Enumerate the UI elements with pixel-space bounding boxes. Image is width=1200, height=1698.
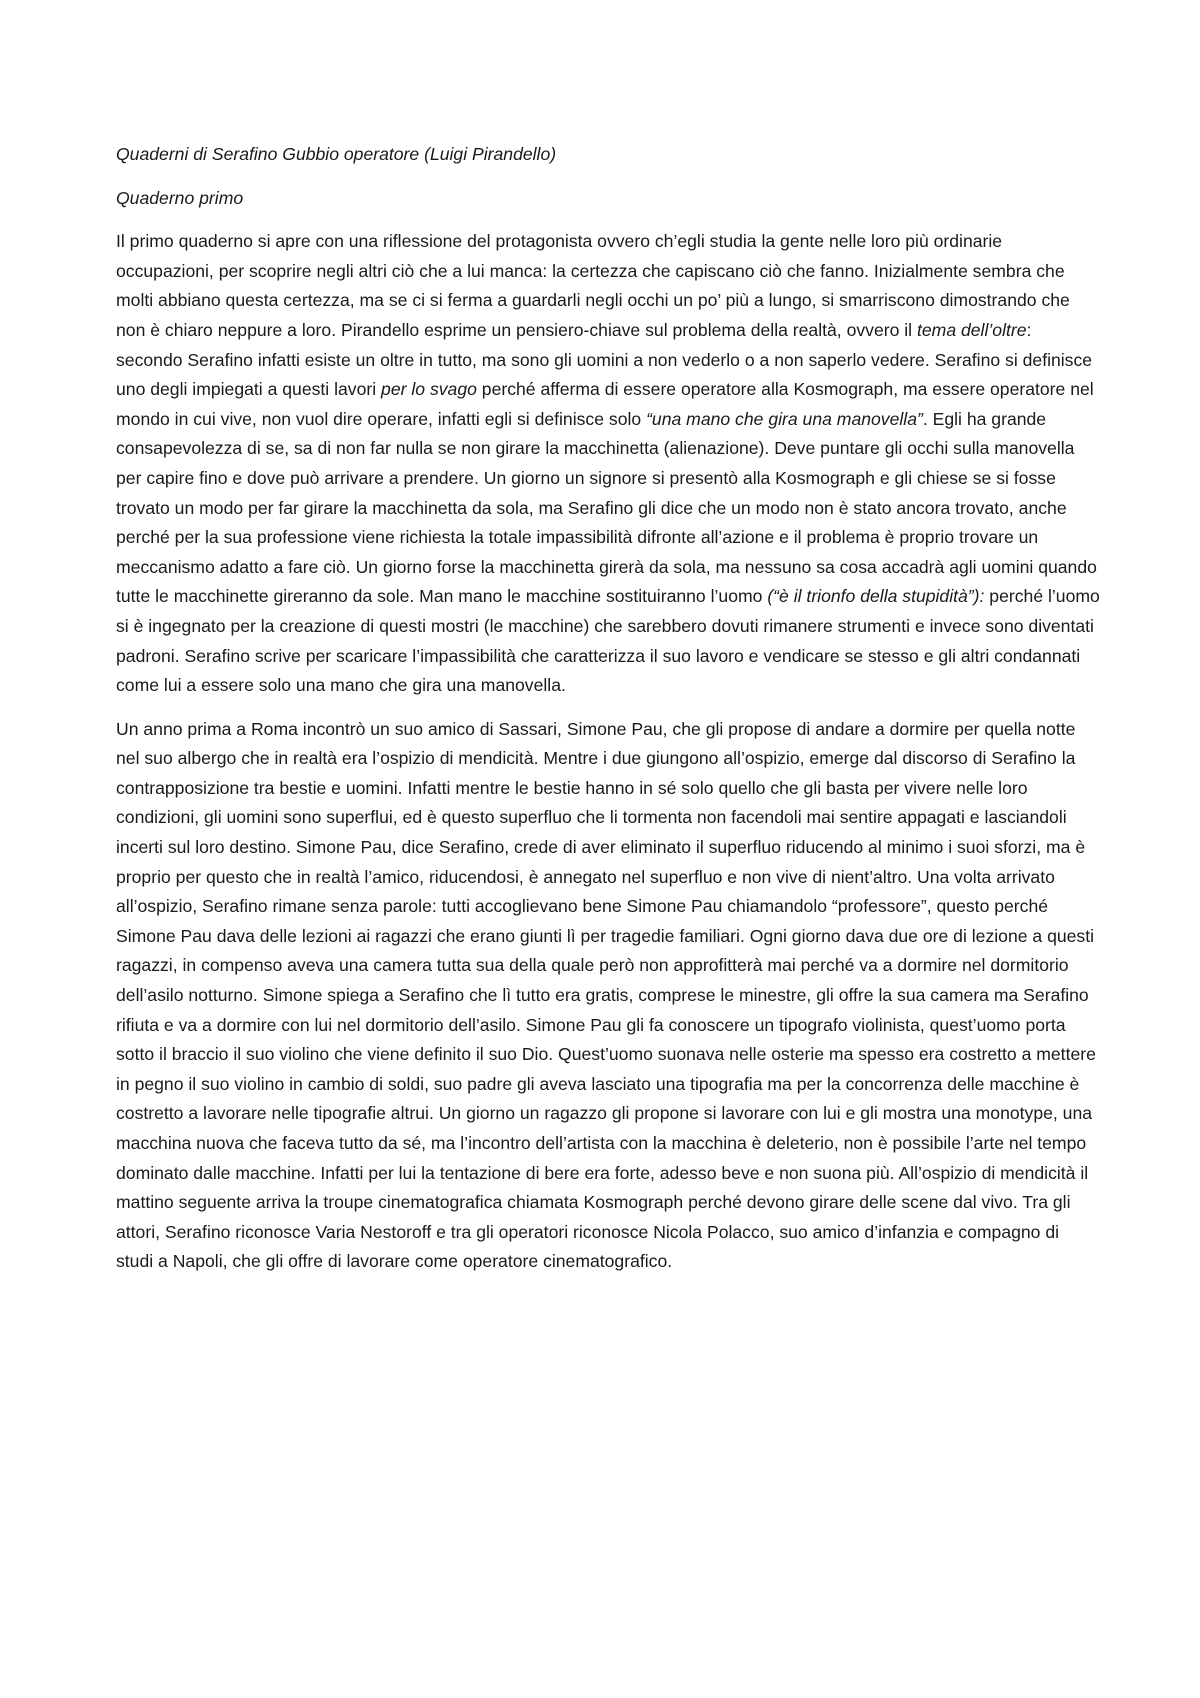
italic-text-run: (“è il trionfo della stupidità”): [767, 586, 985, 607]
text-run: perché l’uomo si è ingegnato per la creazione di questi mostri (le macchine) che sarebbero dovuti rimanere strumenti e invece sono diventati padroni. Serafino scrive per scaricare l’impassibilità che caratterizza il suo lavoro e vendicare se stesso e gli altri condannati come lui a essere solo una mano che gira una manovella. [116, 586, 1100, 696]
italic-text-run: “una mano che gira una manovella” [646, 408, 923, 429]
text-run: perché afferma di essere operatore alla Kosmograph, ma essere operatore nel mondo in cui vive, non vuol dire operare, infatti egli si definisce solo [116, 379, 1094, 429]
italic-text-run: tema dell’oltre [916, 319, 1027, 340]
document-body [116, 140, 1100, 1291]
section-heading: Quaderno primo [116, 187, 244, 208]
text-run: Un anno prima a Roma incontrò un suo amico di Sassari, Simone Pau, che gli propose di andare a dormire per quella notte nel suo albergo che in realtà era l’ospizio di mendicità. Mentre i due giungono all’ospizio, emerge dal discorso di Serafino la contrapposizione tra bestie e uomini. Infatti mentre le bestie hanno in sé solo quello che gli basta per vivere nelle loro condizioni, gli uomini sono superflui, ed è questo superfluo che li tormenta non facendoli mai sentire appagati e lasciandoli incerti sul loro destino. Simone Pau, dice Serafino, crede di aver eliminato il superfluo riducendo al minimo i suoi sforzi, ma è proprio per questo che in realtà l’amico, riducendosi, è annegato nel superfluo e non vive di nient’altro. Una volta arrivato all’ospizio, Serafino rimane senza parole: tutti accoglievano bene Simone Pau chiamandolo “professore”, questo perché Simone Pau dava delle lezioni ai ragazzi che erano giunti lì per tragedie familiari. Ogni giorno dava due ore di lezione a questi ragazzi, in compenso aveva una camera tutta sua della quale però non approfitterà mai perché va a dormire nel dormitorio dell’asilo notturno. Simone spiega a Serafino che lì tutto era gratis, comprese le minestre, gli offre la sua camera ma Serafino rifiuta e va a dormire con lui nel dormitorio dell’asilo. Simone Pau gli fa conoscere un tipografo violinista, quest’uomo porta sotto il braccio il suo violino che viene definito il suo Dio. Quest’uomo suonava nelle osterie ma spesso era costretto a mettere in pegno il suo violino in cambio di soldi, suo padre gli aveva lasciato una tipografia ma per la concorrenza delle macchine è costretto a lavorare nelle tipografie altrui. Un giorno un ragazzo gli propone si lavorare con lui e gli mostra una monotype, una macchina nuova che faceva tutto da sé, ma l’incontro dell’artista con la macchina è deleterio, non è possibile l’arte nel tempo dominato dalle macchine. Infatti per lui la tentazione di bere era forte, adesso beve e non suona più. All’ospizio di mendicità il mattino seguente arriva la troupe cinematografica chiamata Kosmograph perché devono girare delle scene dal vivo. Tra gli attori, Serafino riconosce Varia Nestoroff e tra gli operatori riconosce Nicola Polacco, suo amico d’infanzia e compagno di studi a Napoli, che gli offre di lavorare come operatore cinematografico. [116, 718, 1096, 1272]
paragraph-1 [116, 227, 1100, 701]
text-run: . Egli ha grande consapevolezza di se, sa di non far nulla se non girare la macchinetta (alienazione). Deve puntare gli occhi sulla manovella per capire fino e dove può arrivare a prendere. Un giorno un signore si presentò alla Kosmograph e gli chiese se si fosse trovato un modo per far girare la macchinetta da sola, ma Serafino gli dice che un modo non è stato ancora trovato, anche perché per la sua professione viene richiesta la totale impassibilità difronte all’azione e il problema è proprio trovare un meccanismo adatto a fare ciò. Un giorno forse la macchinetta girerà da sola, ma nessuno sa cosa accadrà agli uomini quando tutte le macchinette gireranno da sole. Man mano le macchine sostituiranno l’uomo [116, 408, 1097, 607]
italic-text-run: per lo svago [381, 379, 477, 400]
paragraph-2 [116, 715, 1100, 1277]
document-title: Quaderni di Serafino Gubbio operatore (Luigi Pirandello) [116, 144, 557, 164]
text-run: : secondo Serafino infatti esiste un oltre in tutto, ma sono gli uomini a non vederlo o a non saperlo vedere. Serafino si definisce uno degli impiegati a questi lavori [116, 319, 1093, 400]
text-run: Il primo quaderno si apre con una riflessione del protagonista ovvero ch’egli studia la gente nelle loro più ordinarie occupazioni, per scoprire negli altri ciò che a lui manca: la certezza che capiscano ciò che fanno. Inizialmente sembra che molti abbiano questa certezza, ma se ci si ferma a guardarli negli occhi un po’ più a lungo, si smarriscono dimostrando che non è chiaro neppure a loro. Pirandello esprime un pensiero-chiave sul problema della realtà, ovvero il [116, 231, 1070, 340]
